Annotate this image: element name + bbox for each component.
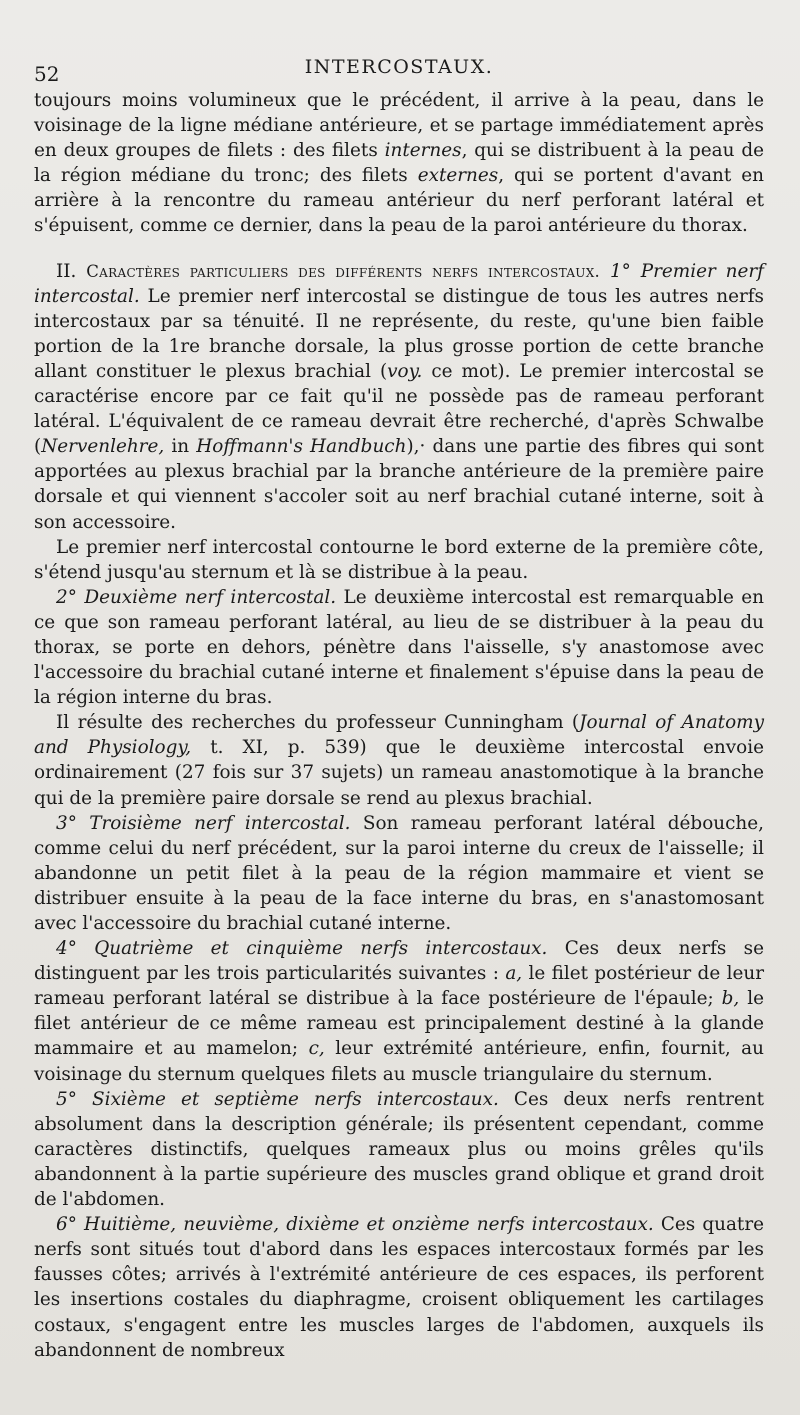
paragraph — [34, 936, 764, 1087]
paragraph — [34, 811, 764, 936]
text-run: Le deuxième intercostal est remarquable en ce que son rameau perforant latéral, au lieu de se distribuer à la peau du thorax, se porte en dehors, pénètre dans l'aisselle, s'y anastomose avec l'accessoire du brachial cutané interne et finalement s'épuise dans la peau de la région interne du bras. — [34, 586, 765, 709]
page-header — [34, 48, 764, 88]
text-run: Ces quatre nerfs sont situés tout d'abord dans les espaces intercostaux formés par les fausses côtes; arrivés à l'extrémité antérieure de ces espaces, ils perforent les insertions costales du diaphragme, croisent obliquement les cartilages costaux, s'engagent entre les muscles larges de l'abdomen, auxquels ils abandonnent de nombreux — [34, 1214, 764, 1361]
page-number: 52 — [34, 62, 60, 86]
text-run: toujours moins volumineux que le précédent, il arrive à la peau, dans le voisinage de la ligne médiane antérieure, et se partage immédiatement après en deux groupes de filets : des filets — [34, 90, 764, 162]
italic-ref: Hoffmann's Handbuch — [196, 436, 407, 458]
section-heading: Caractères particuliers des différents nerfs intercostaux. — [86, 261, 601, 281]
italic-ref: voy. — [387, 360, 423, 382]
text-run: ),· dans une partie des fibres qui sont apportées au plexus brachial par la branche antérieure de la première paire dorsale et qui viennent s'accoler soit au nerf brachial cutané interne, soit à son accessoire. — [34, 436, 765, 533]
text-run: le filet antérieur de ce même rameau est principalement destiné à la glande mammaire et au mamelon; — [34, 988, 764, 1060]
text-run: , qui se portent d'avant en arrière à la rencontre du rameau antérieur du nerf perforant latéral et s'épuisent, comme ce dernier, dans la peau de la paroi antérieure du thorax. — [34, 165, 764, 237]
text-run: Son rameau perforant latéral débouche, comme celui du nerf précédent, sur la paroi interne du creux de l'aisselle; il abandonne un petit filet à la peau de la région mammaire et vient se distribuer ensuite à la peau de la face interne du bras, en s'anastomosant avec l'accessoire du brachial cutané interne. — [34, 812, 764, 934]
list-letter: a, — [505, 963, 523, 985]
list-letter: b, — [721, 988, 740, 1010]
journal-title: Journal of Anatomy and Physiology, — [34, 712, 764, 759]
subsection-title: 2° Deuxième nerf intercostal. — [56, 586, 337, 608]
list-letter: c, — [308, 1038, 325, 1060]
text-run: Il résulte des recherches du professeur Cunningham ( — [56, 712, 580, 734]
paragraph: Le premier nerf intercostal contourne le bord externe de la première côte, s'étend jusqu'au sternum et là se distribue à la peau. — [34, 536, 764, 583]
running-title: INTERCOSTAUX. — [304, 56, 494, 78]
paragraph-continuation — [34, 88, 764, 239]
section-heading-paragraph — [34, 259, 764, 535]
subsection-title: 4° Quatrième et cinquième nerfs intercostaux. — [56, 938, 548, 960]
section-number: II. — [56, 260, 87, 282]
paragraph — [34, 585, 764, 710]
text-run: in — [164, 436, 197, 458]
subsection-title: 5° Sixième et septième nerfs intercostaux. — [56, 1088, 499, 1110]
text-run: le filet postérieur de leur rameau perforant latéral se distribue à la face postérieure de l'épaule; — [34, 963, 764, 1010]
paragraph — [34, 1212, 764, 1363]
text-run: , qui se distribuent à la peau de la région médiane du tronc; des filets — [34, 140, 764, 187]
text-run: leur extrémité antérieure, enfin, fournit, au voisinage du sternum quelques filets au muscle triangulaire du sternum. — [34, 1038, 764, 1085]
text-run: ce mot). Le premier intercostal se caractérise encore par ce fait qu'il ne possède pas de rameau perforant latéral. L'équivalent de ce rameau devrait être recherché, d'après Schwalbe ( — [34, 360, 764, 458]
paragraph — [34, 710, 764, 810]
text-run: Ces deux nerfs rentrent absolument dans la description générale; ils présentent cependant, comme caractères distinctifs, quelques rameaux plus ou moins grêles qu'ils abandonnent à la partie supérieure des muscles grand oblique et grand droit de l'abdomen. — [34, 1088, 764, 1211]
italic-ref: Nervenlehre, — [41, 436, 165, 458]
term-internes: internes — [384, 140, 462, 162]
text-run: t. XI, p. 539) que le deuxième intercostal envoie ordinairement (27 fois sur 37 sujets) un rameau anastomotique à la branche qui de la première paire dorsale se rend au plexus brachial. — [34, 737, 764, 809]
text-run: Ces deux nerfs se distinguent par les trois particularités suivantes : — [34, 938, 765, 985]
paragraph — [34, 1087, 764, 1212]
subsection-title: 1° Premier nerf intercostal. — [34, 260, 764, 307]
subsection-title: 6° Huitième, neuvième, dixième et onzième nerfs intercostaux. — [56, 1214, 654, 1236]
term-externes: externes — [417, 165, 499, 187]
subsection-title: 3° Troisième nerf intercostal. — [56, 812, 351, 834]
text-run: Le premier nerf intercostal se distingue de tous les autres nerfs intercostaux par sa ténuité. Il ne représente, du reste, qu'une bien faible portion de la 1re branche dorsale, la plus grosse portion de cette branche allant constituer le plexus brachial ( — [34, 285, 764, 382]
